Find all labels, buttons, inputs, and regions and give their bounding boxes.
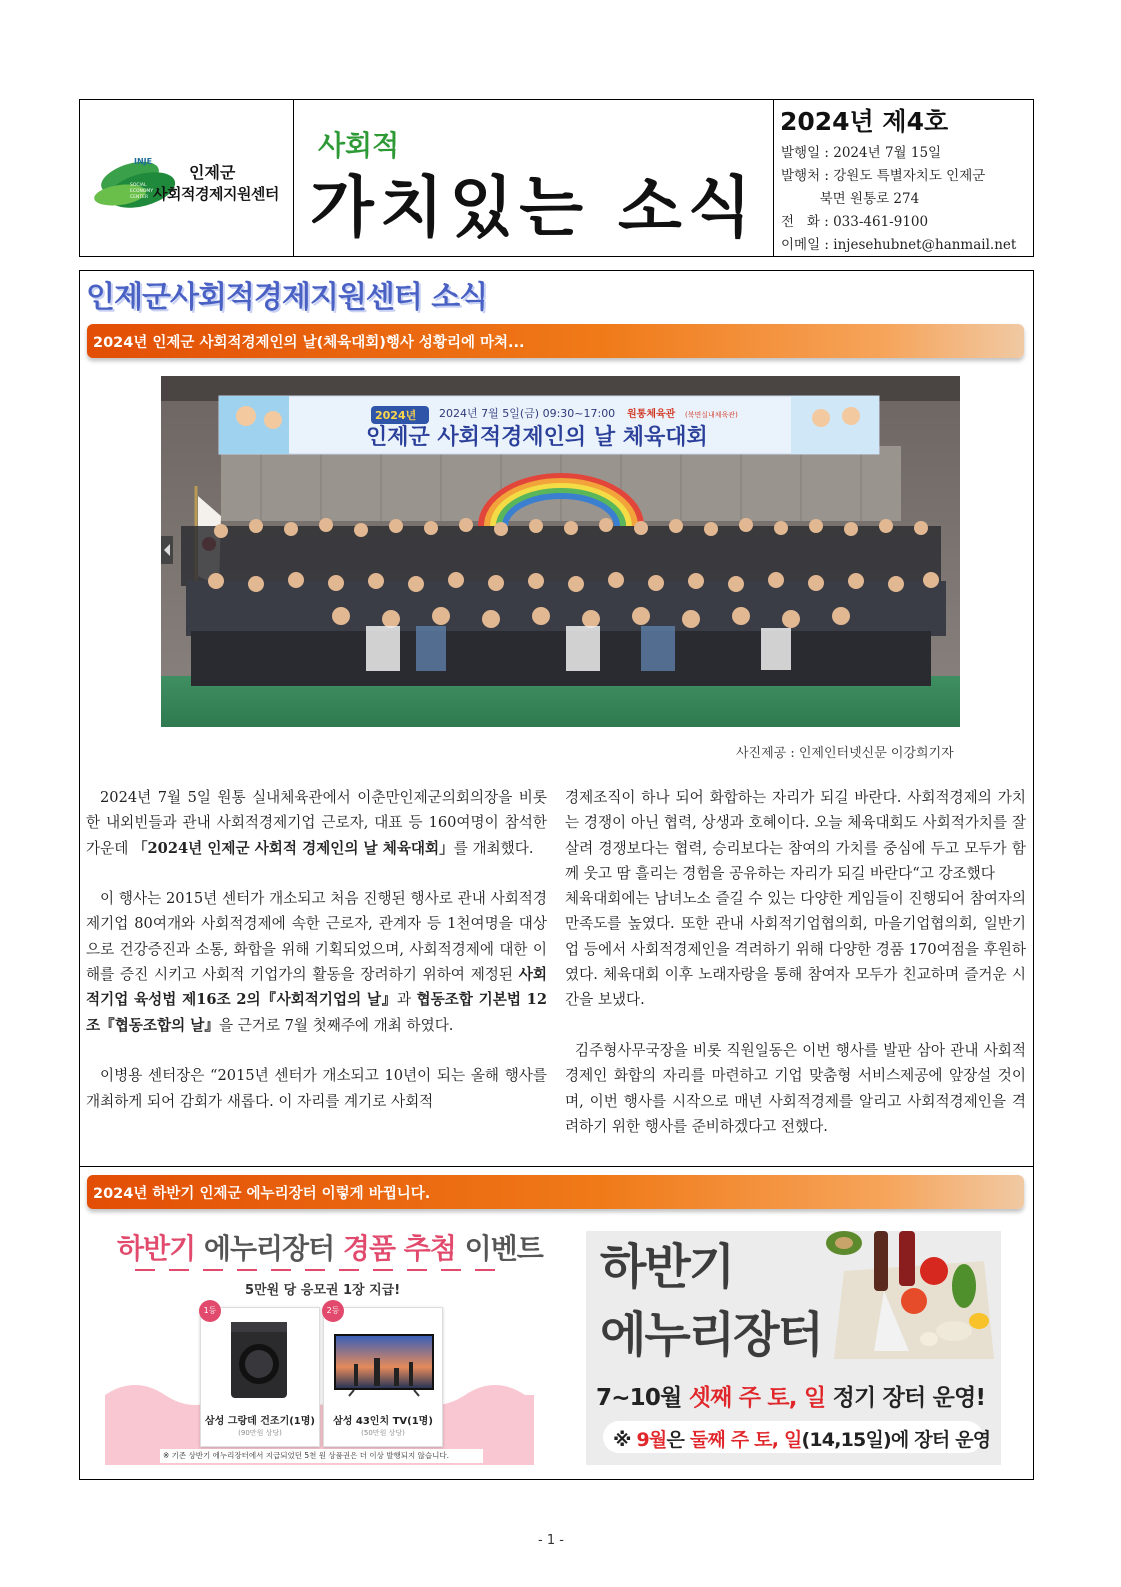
email: 이메일 : injesehubnet@hanmail.net (781, 237, 1017, 253)
poster-notice: ※ 기존 상반기 에누리장터에서 지급되었던 5천 원 상품권은 더 이상 발행되지 않습니다. (160, 1449, 483, 1463)
publish-date: 발행일 : 2024년 7월 15일 (781, 145, 942, 161)
masthead (79, 99, 1034, 257)
svg-text:INJE: INJE (134, 157, 153, 166)
market-notice: ※ 9월은 둘째 주 토, 일(14,15일)에 장터 운영 (613, 1429, 991, 1451)
logo (90, 140, 290, 220)
prize-rank-badge: 1등 (199, 1300, 221, 1322)
svg-text:인제군 사회적경제인의 날 체육대회: 인제군 사회적경제인의 날 체육대회 (366, 425, 708, 450)
groceries-icon (814, 1231, 1001, 1359)
logo-name-line1: 인제군 (189, 163, 236, 182)
publication-info (781, 142, 1016, 257)
tv-icon (334, 1334, 434, 1396)
poster-heading-line1: 하반기 (600, 1239, 734, 1295)
poster-heading-line2: 에누리장터 (600, 1307, 822, 1363)
svg-text:SOCIAL: SOCIAL (130, 183, 147, 188)
prize-event-poster (105, 1225, 543, 1465)
poster-subtitle: 5만원 당 응모권 1장 지급! (245, 1283, 401, 1298)
article-paragraph: 이 행사는 2015년 센터가 개소되고 처음 진행된 행사로 관내 사회적경제기업 80여개와 사회적경제에 속한 근로자, 관계자 등 1천여명을 대상으로 건강증진과 소통, 화합을 위해 기획되었으며, 사회적경제에 대한 이해를 증진 시키고 사회적 기업가의 활동을 장려하기 위하여 제정된 사회적기업 육성법 제16조 2의『사회적기업의 날』과 협동조합 기본법 12조『협동조합의 날』을 근거로 7월 첫째주에 개최 하였다. (86, 890, 547, 1034)
poster-title: 하반기 에누리장터 경품 추첨 이벤트 (117, 1232, 543, 1265)
dryer-icon (229, 1320, 289, 1400)
article-headline: 2024년 하반기 인제군 에누리장터 이렇게 바뀝니다. (93, 1186, 431, 1202)
dashed-divider (135, 1269, 505, 1271)
notice-pill (603, 1421, 991, 1453)
prize-card (200, 1307, 320, 1447)
prize-value: (90만원 상당) (238, 1429, 282, 1437)
group-photo-image (161, 376, 960, 727)
prize-value: (50만원 상당) (361, 1429, 405, 1437)
market-schedule: 7~10월 셋째 주 토, 일 정기 장터 운영! (596, 1385, 986, 1411)
prize-rank-badge: 2등 (322, 1300, 344, 1322)
page-number: - 1 - (538, 1533, 564, 1548)
svg-text:CENTER: CENTER (130, 195, 149, 200)
newsletter-title: 가치있는 소식 (310, 169, 758, 246)
article-paragraph: 경제조직이 하나 되어 화합하는 자리가 되길 바란다. 사회적경제의 가치는 경쟁이 아닌 협력, 상생과 호혜이다. 오늘 체육대회도 사회적가치를 잘 살려 경쟁보다는 협력, 승리보다는 참여의 가치를 중심에 두고 모두가 함께 웃고 땀 흘리는 경험을 공유하는 자리가 되길 바란다“고 강조했다 (565, 789, 1026, 882)
article-headline-bar (87, 1175, 1024, 1209)
article-column-left (86, 785, 547, 1114)
svg-text:원통체육관: 원통체육관 (627, 409, 676, 420)
article-column-right (565, 785, 1026, 1139)
masthead-divider (293, 100, 294, 256)
prize-card (323, 1307, 443, 1447)
article-divider (79, 1166, 1034, 1167)
article-paragraph: 이병용 센터장은 “2015년 센터가 개소되고 10년이 되는 올해 행사를 개최하게 되어 감회가 새롭다. 이 자리를 계기로 사회적 (86, 1067, 547, 1110)
event-group-photo (161, 376, 960, 727)
svg-text:(북면실내체육관): (북면실내체육관) (685, 411, 738, 419)
prize-name: 삼성 43인치 TV(1명) (333, 1416, 433, 1427)
masthead-divider (773, 100, 774, 256)
photo-caption: 사진제공 : 인제인터넷신문 이강희기자 (736, 746, 954, 761)
publisher-address: 북면 원통로 274 (781, 191, 920, 207)
svg-text:2024년 7월 5일(금) 09:30~17:00: 2024년 7월 5일(금) 09:30~17:00 (439, 407, 616, 420)
svg-text:2024년: 2024년 (375, 409, 417, 422)
article-paragraph: 2024년 7월 5일 원통 실내체육관에서 이춘만인제군의회의장을 비롯한 내외빈들과 관내 사회적경제기업 근로자, 대표 등 160여명이 참석한 가운데 「2024년 인제군 사회적 경제인의 날 체육대회」를 개최했다. (86, 789, 547, 857)
logo-emblem-icon (90, 140, 190, 220)
section-title: 인제군사회적경제지원센터 소식 (86, 280, 488, 315)
article-headline-bar (87, 324, 1024, 358)
prize-name: 삼성 그랑데 건조기(1명) (204, 1416, 315, 1427)
logo-name-line2: 사회적경제지원센터 (153, 185, 279, 203)
phone: 전 화 : 033-461-9100 (781, 214, 929, 230)
newsletter-subtitle: 사회적 (318, 129, 400, 162)
issue-number: 2024년 제4호 (780, 107, 949, 136)
article-paragraph: 체육대회에는 남녀노소 즐길 수 있는 다양한 게임들이 진행되어 참여자의 만족도를 높였다. 또한 관내 사회적기업협의회, 마을기업협의회, 일반기업 등에서 사회적경제인을 격려하기 위해 다양한 경품 170여점을 후원하였다. 체육대회 이후 노래자랑을 통해 참여자 모두가 친교하며 즐거운 시간을 보냈다. (565, 890, 1026, 1009)
article-paragraph: 김주형사무국장을 비롯 직원일동은 이번 행사를 발판 삼아 관내 사회적경제인 화합의 자리를 마련하고 기업 맞춤형 서비스제공에 앞장설 것이며, 이번 행사를 시작으로 매년 사회적경제를 알리고 사회적경제인을 격려하기 위한 행사를 준비하겠다고 전했다. (565, 1041, 1026, 1135)
publisher: 발행처 : 강원도 특별자치도 인제군 (781, 168, 986, 184)
svg-text:ECONOMY: ECONOMY (130, 189, 154, 194)
article-headline: 2024년 인제군 사회적경제인의 날(체육대회)행사 성황리에 마쳐... (93, 335, 525, 351)
market-schedule-poster (586, 1231, 1001, 1465)
